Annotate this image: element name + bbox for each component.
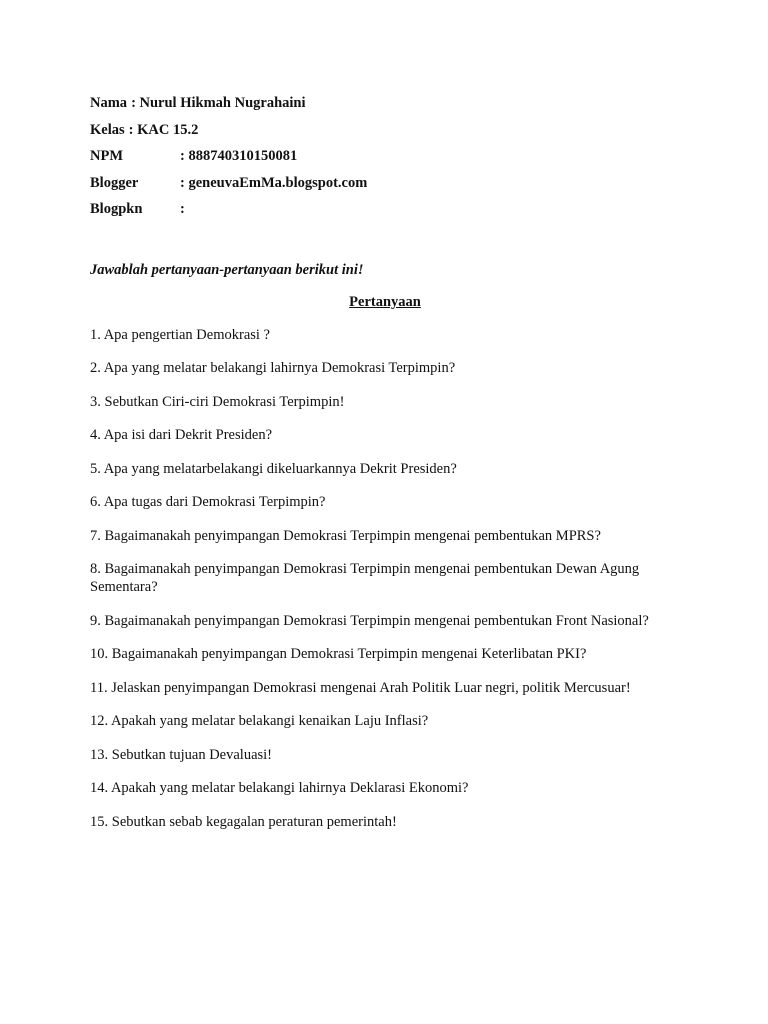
field-label: NPM [90,148,124,164]
document-page [90,94,690,846]
question-item: 14. Apakah yang melatar belakangi lahirnya Deklarasi Ekonomi? [90,780,469,796]
question-item: 10. Bagaimanakah penyimpangan Demokrasi Terpimpin mengenai Keterlibatan PKI? [90,646,587,662]
field-kelas [90,121,690,148]
question-item: 13. Sebutkan tujuan Devaluasi! [90,746,273,763]
question-item: 4. Apa isi dari Dekrit Presiden? [90,427,273,443]
field-label: Blogpkn [90,201,143,217]
field-label: Nama [90,95,128,111]
field-value: : Nurul Hikmah Nugrahaini [131,95,306,111]
question-item: 3. Sebutkan Ciri-ciri Demokrasi Terpimpin! [90,393,345,410]
question-item: 15. Sebutkan sebab kegagalan peraturan pemerintah! [90,813,397,830]
field-value: : [180,201,185,217]
question-item: 1. Apa pengertian Demokrasi ? [90,326,270,343]
field-blogpkn [90,200,690,227]
field-value: : geneuvaEmMa.blogspot.com [180,174,368,191]
field-value: : KAC 15.2 [128,121,199,138]
question-item: 6. Apa tugas dari Demokrasi Terpimpin? [90,494,326,510]
field-label: Kelas [90,121,125,138]
instruction: Jawablah pertanyaan-pertanyaan berikut ini! [90,261,364,278]
field-label: Blogger [90,174,139,191]
question-item: 8. Bagaimanakah penyimpangan Demokrasi Terpimpin mengenai pembentukan Dewan Agung Sementara? [90,561,640,595]
question-item: 5. Apa yang melatarbelakangi dikeluarkannya Dekrit Presiden? [90,460,457,477]
field-npm [90,147,690,174]
field-nama [90,94,690,121]
section-title: Pertanyaan [349,293,421,310]
question-item: 12. Apakah yang melatar belakangi kenaikan Laju Inflasi? [90,713,429,729]
field-value: : 888740310150081 [180,148,298,164]
question-item: 7. Bagaimanakah penyimpangan Demokrasi Terpimpin mengenai pembentukan MPRS? [90,527,601,544]
question-list [90,326,690,831]
field-blogger [90,174,690,201]
question-item: 9. Bagaimanakah penyimpangan Demokrasi Terpimpin mengenai pembentukan Front Nasional? [90,612,649,629]
question-item: 2. Apa yang melatar belakangi lahirnya Demokrasi Terpimpin? [90,360,456,376]
question-item: 11. Jelaskan penyimpangan Demokrasi mengenai Arah Politik Luar negri, politik Mercusuar! [90,679,631,696]
